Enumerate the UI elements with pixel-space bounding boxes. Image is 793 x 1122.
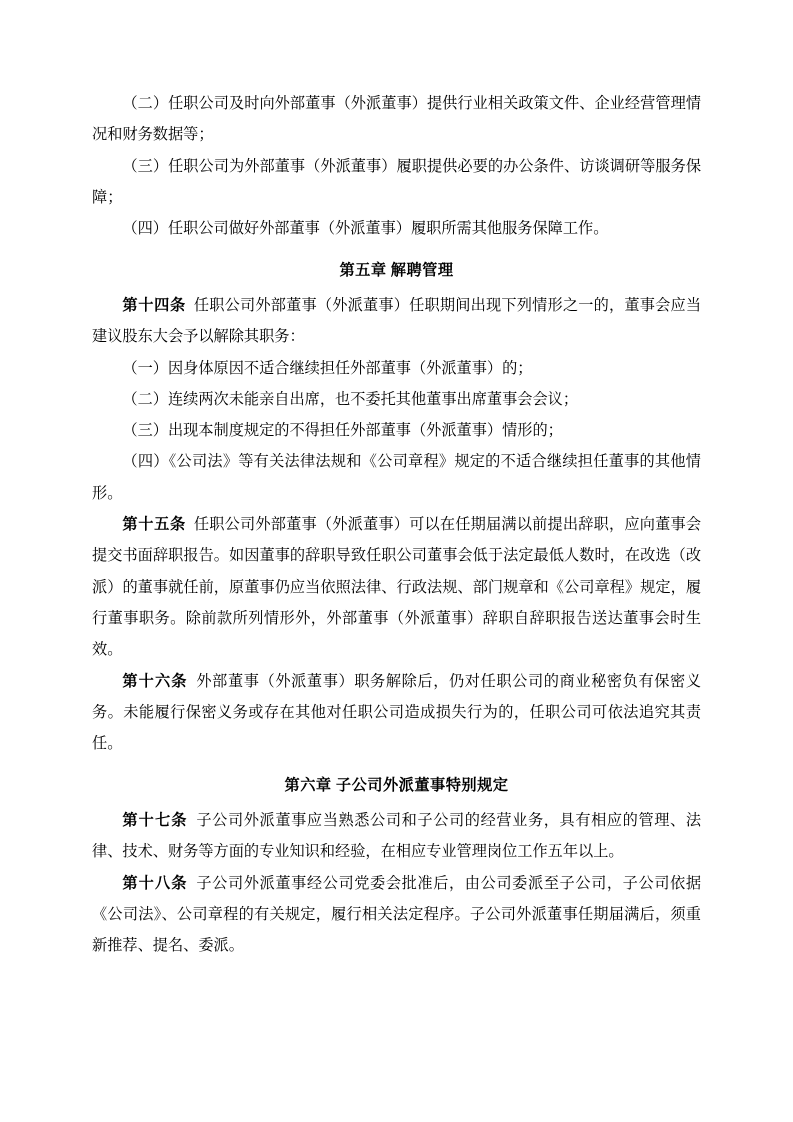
paragraph-item-4: （四）任职公司做好外部董事（外派董事）履职所需其他服务保障工作。 (122, 220, 609, 238)
article-15 (92, 509, 701, 666)
article-17-number: 第十七条 (122, 811, 188, 829)
article-16-number: 第十六条 (122, 672, 188, 690)
article-14-item-1: （一）因身体原因不适合继续担任外部董事（外派董事）的； (122, 359, 533, 377)
article-18-number: 第十八条 (122, 874, 188, 892)
article-17 (92, 805, 701, 868)
paragraph-item-3: （三）任职公司为外部董事（外派董事）履职提供必要的办公条件、访谈调研等服务保障； (92, 157, 701, 206)
article-14 (92, 290, 701, 353)
article-14-number: 第十四条 (122, 296, 186, 314)
article-15-text: 任职公司外部董事（外派董事）可以在任期届满以前提出辞职，应向董事会提交书面辞职报告。如因董事的辞职导致任职公司董事会低于法定最低人数时，在改选（改派）的董事就任前，原董事仍应当依照法律、行政法规、部门规章和《公司章程》规定，履行董事职务。除前款所列情形外，外部董事（外派董事）辞职自辞职报告送达董事会时生效。 (92, 516, 702, 659)
document-body (92, 88, 701, 961)
paragraph-item-2: （二）任职公司及时向外部董事（外派董事）提供行业相关政策文件、企业经营管理情况和财务数据等； (92, 95, 701, 144)
article-16-text: 外部董事（外派董事）职务解除后，仍对任职公司的商业秘密负有保密义务。未能履行保密义务或存在其他对任职公司造成损失行为的，任职公司可依法追究其责任。 (92, 672, 702, 753)
article-14-item-4: （四）《公司法》等有关法律法规和《公司章程》规定的不适合继续担任董事的其他情形。 (92, 453, 701, 502)
article-14-text: 任职公司外部董事（外派董事）任职期间出现下列情形之一的，董事会应当建议股东大会予以解除其职务： (92, 296, 702, 346)
article-15-number: 第十五条 (122, 516, 186, 534)
article-17-text: 子公司外派董事应当熟悉公司和子公司的经营业务，具有相应的管理、法律、技术、财务等方面的专业知识和经验，在相应专业管理岗位工作五年以上。 (92, 811, 702, 861)
article-18 (92, 868, 701, 962)
article-14-item-2: （二）连续两次未能亲自出席，也不委托其他董事出席董事会会议； (122, 390, 579, 408)
article-16 (92, 666, 701, 760)
chapter-5-heading: 第五章 解聘管理 (339, 261, 454, 279)
article-18-text: 子公司外派董事经公司党委会批准后，由公司委派至子公司，子公司依据《公司法》、公司章程的有关规定，履行相关法定程序。子公司外派董事任期届满后，须重新推荐、提名、委派。 (92, 874, 702, 955)
article-14-item-3: （三）出现本制度规定的不得担任外部董事（外派董事）情形的； (122, 422, 563, 440)
chapter-6-heading: 第六章 子公司外派董事特别规定 (284, 776, 509, 794)
